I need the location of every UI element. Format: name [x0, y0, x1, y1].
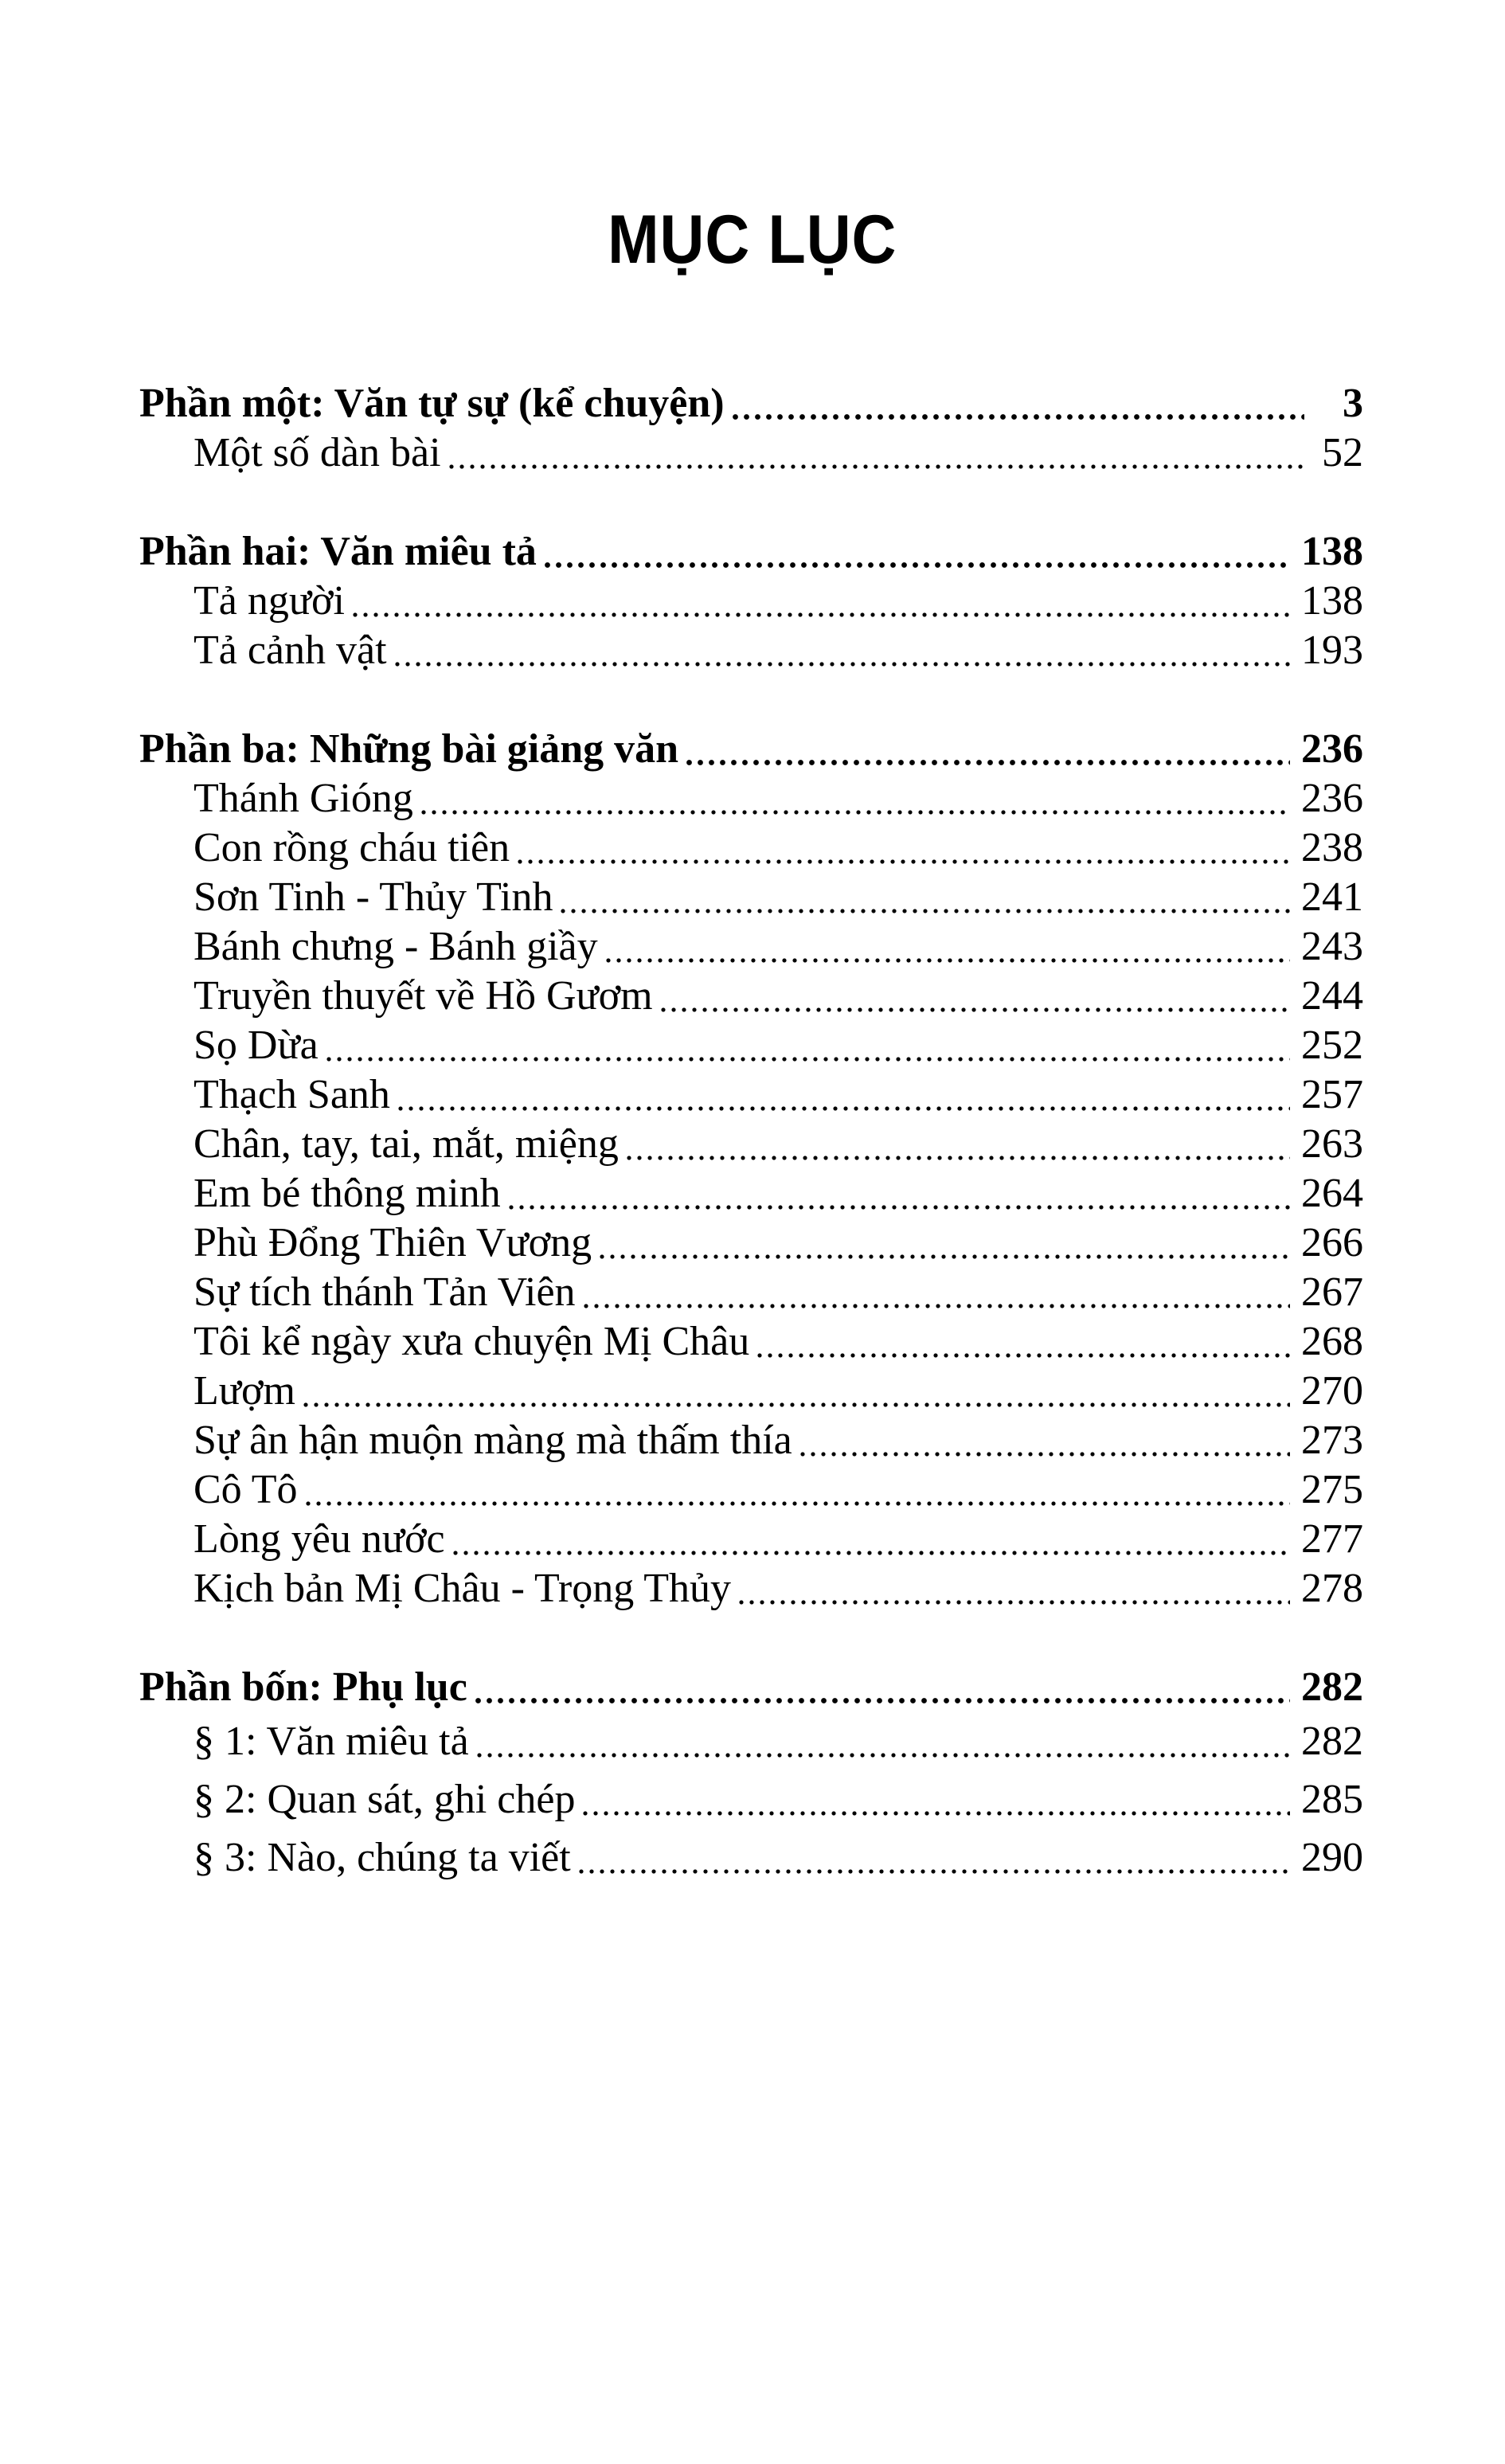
dot-leader: [345, 577, 1301, 626]
dot-leader: [571, 1828, 1301, 1887]
toc-entry-page: 273: [1301, 1418, 1363, 1463]
toc-entry-page: 282: [1301, 1719, 1363, 1764]
toc-item-row: [139, 1367, 1363, 1416]
toc-entry-page: 270: [1301, 1368, 1363, 1414]
toc-entry-page: 267: [1301, 1269, 1363, 1315]
dot-leader: [575, 1770, 1301, 1828]
toc-entry-page: 238: [1301, 825, 1363, 870]
toc-entry-page: 236: [1301, 776, 1363, 821]
toc-entry-label: Tôi kể ngày xưa chuyện Mị Châu: [194, 1319, 750, 1364]
toc-entry-label: Sự ân hận muộn màng mà thấm thía: [194, 1418, 792, 1463]
toc-entry-label: Lượm: [194, 1368, 295, 1414]
dot-leader: [619, 1120, 1301, 1169]
toc-entry-page: 264: [1301, 1171, 1363, 1216]
toc-entry-label: Thánh Gióng: [194, 776, 413, 821]
toc-section-header: [139, 527, 1363, 577]
toc-item-row: [139, 922, 1363, 972]
dot-leader: [678, 725, 1301, 774]
toc-section-header: [139, 379, 1363, 428]
dot-leader: [592, 1218, 1301, 1268]
toc-entry-label: Chân, tay, tai, mắt, miệng: [194, 1121, 619, 1167]
dot-leader: [792, 1416, 1301, 1465]
toc-item-row: [139, 1268, 1363, 1317]
toc-section-header: [139, 1663, 1363, 1712]
toc-entry-page: 275: [1301, 1467, 1363, 1512]
toc-entry-label: § 2: Quan sát, ghi chép: [194, 1777, 576, 1822]
dot-leader: [510, 823, 1301, 873]
dot-leader: [501, 1169, 1301, 1218]
toc-entry-page: 138: [1301, 578, 1363, 624]
toc-entry-label: § 3: Nào, chúng ta viết: [194, 1835, 571, 1880]
dot-leader: [576, 1268, 1301, 1317]
toc-section: [139, 1663, 1363, 1887]
toc-item-row: [139, 1564, 1363, 1613]
toc-item-row: [139, 1515, 1363, 1564]
toc-entry-page: 263: [1301, 1121, 1363, 1167]
toc-item-row: [139, 1828, 1363, 1887]
toc-entry-page: 52: [1322, 430, 1363, 475]
toc-item-row: [139, 823, 1363, 873]
dot-leader: [469, 1712, 1301, 1770]
toc-item-row: [139, 428, 1363, 478]
title-wrap: [0, 201, 1505, 278]
toc-entry-page: 243: [1301, 924, 1363, 969]
toc-entry-label: Sọ Dừa: [194, 1023, 319, 1068]
toc-entry-label: § 1: Văn miêu tả: [194, 1719, 469, 1764]
toc-item-row: [139, 626, 1363, 675]
dot-leader: [553, 873, 1301, 922]
toc-item-row: [139, 1465, 1363, 1515]
toc-entry-page: 285: [1301, 1777, 1363, 1822]
toc-entry-label: Sơn Tinh - Thủy Tinh: [194, 874, 553, 920]
toc-item-row: [139, 1317, 1363, 1367]
toc-entry-page: 282: [1301, 1664, 1363, 1710]
dot-leader: [749, 1317, 1301, 1367]
dot-leader: [467, 1663, 1301, 1712]
toc-item-row: [139, 873, 1363, 922]
toc-entry-page: 236: [1301, 726, 1363, 772]
toc-item-row: [139, 1169, 1363, 1218]
toc-item-row: [139, 1712, 1363, 1770]
toc-item-row: [139, 1070, 1363, 1120]
toc-entry-page: 193: [1301, 628, 1363, 673]
toc-entry-label: Sự tích thánh Tản Viên: [194, 1269, 576, 1315]
toc-entry-page: 277: [1301, 1516, 1363, 1562]
dot-leader: [387, 626, 1301, 675]
toc-entry-label: Cô Tô: [194, 1467, 298, 1512]
toc-entry-page: 241: [1301, 874, 1363, 920]
page-root: [0, 201, 1505, 2464]
toc-entry-label: Thạch Sanh: [194, 1072, 390, 1117]
toc-section: [139, 379, 1363, 478]
toc-entry-page: 244: [1301, 973, 1363, 1019]
toc-entry-label: Tả người: [194, 578, 345, 624]
toc-entry-page: 290: [1301, 1835, 1363, 1880]
page-title: MỤC LỤC: [608, 201, 897, 278]
toc-entry-label: Phần một: Văn tự sự (kể chuyện): [139, 381, 725, 426]
dot-leader: [731, 1564, 1301, 1613]
toc: [139, 379, 1363, 1887]
toc-item-row: [139, 1218, 1363, 1268]
toc-item-row: [139, 1120, 1363, 1169]
toc-item-row: [139, 1416, 1363, 1465]
toc-entry-label: Tả cảnh vật: [194, 628, 387, 673]
toc-entry-page: 268: [1301, 1319, 1363, 1364]
dot-leader: [445, 1515, 1301, 1564]
dot-leader: [537, 527, 1301, 577]
dot-leader: [725, 379, 1315, 428]
toc-entry-page: 252: [1301, 1023, 1363, 1068]
toc-entry-label: Kịch bản Mị Châu - Trọng Thủy: [194, 1566, 732, 1611]
toc-section-header: [139, 725, 1363, 774]
toc-entry-label: Lòng yêu nước: [194, 1516, 445, 1562]
dot-leader: [441, 428, 1315, 478]
toc-entry-page: 138: [1301, 529, 1363, 574]
dot-leader: [298, 1465, 1301, 1515]
toc-entry-label: Phù Đổng Thiên Vương: [194, 1220, 592, 1265]
toc-entry-page: 3: [1343, 381, 1363, 426]
toc-entry-label: Bánh chưng - Bánh giầy: [194, 924, 598, 969]
dot-leader: [295, 1367, 1301, 1416]
dot-leader: [653, 972, 1301, 1021]
toc-item-row: [139, 1770, 1363, 1828]
toc-entry-label: Phần ba: Những bài giảng văn: [139, 726, 679, 772]
toc-item-row: [139, 972, 1363, 1021]
toc-entry-label: Một số dàn bài: [194, 430, 441, 475]
toc-entry-label: Con rồng cháu tiên: [194, 825, 510, 870]
dot-leader: [598, 922, 1301, 972]
toc-item-row: [139, 774, 1363, 823]
toc-item-row: [139, 577, 1363, 626]
toc-entry-label: Phần bốn: Phụ lục: [139, 1664, 467, 1710]
dot-leader: [413, 774, 1301, 823]
dot-leader: [319, 1021, 1301, 1070]
dot-leader: [390, 1070, 1301, 1120]
toc-entry-page: 278: [1301, 1566, 1363, 1611]
toc-section: [139, 527, 1363, 675]
toc-entry-page: 266: [1301, 1220, 1363, 1265]
toc-entry-label: Phần hai: Văn miêu tả: [139, 529, 537, 574]
toc-entry-label: Em bé thông minh: [194, 1171, 501, 1216]
toc-entry-label: Truyền thuyết về Hồ Gươm: [194, 973, 653, 1019]
toc-section: [139, 725, 1363, 1613]
toc-item-row: [139, 1021, 1363, 1070]
toc-entry-page: 257: [1301, 1072, 1363, 1117]
